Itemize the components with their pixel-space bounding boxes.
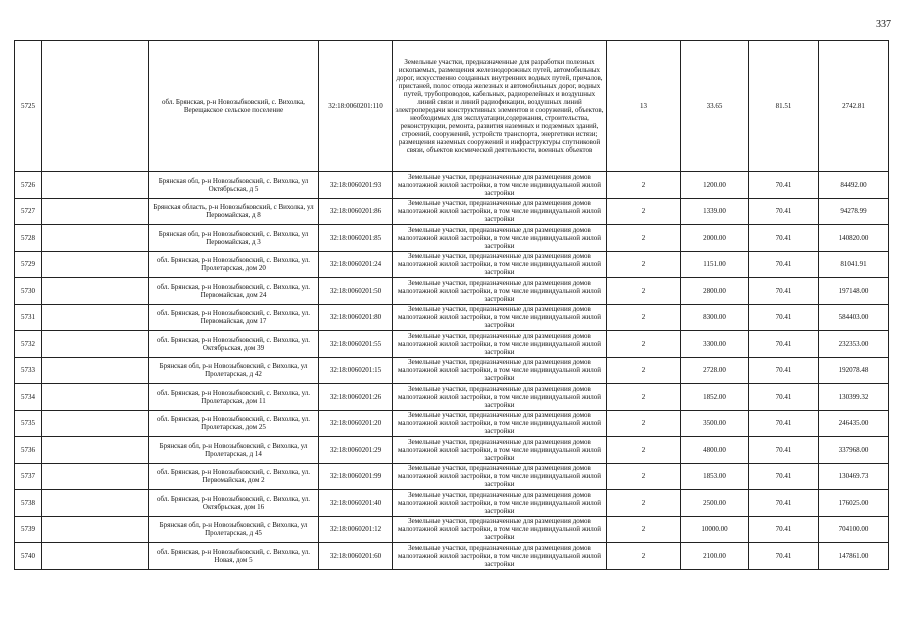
- cadastral-value-cell: 584403.00: [819, 304, 889, 331]
- area-cell: 3300.00: [681, 331, 749, 358]
- land-use-description-cell: Земельные участки, предназначенные для размещения домов малоэтажной жилой застройки, в том числе индивидуальной жилой застройки: [393, 490, 607, 517]
- area-cell: 33.65: [681, 41, 749, 172]
- group-code-cell: 2: [607, 331, 681, 358]
- row-number-cell: 5740: [15, 543, 42, 570]
- table-row: [15, 410, 889, 437]
- cadastral-value-cell: 197148.00: [819, 278, 889, 305]
- table-row: [15, 357, 889, 384]
- row-number-cell: 5732: [15, 331, 42, 358]
- area-cell: 1852.00: [681, 384, 749, 411]
- empty-cell: [42, 357, 149, 384]
- area-cell: 8300.00: [681, 304, 749, 331]
- row-number-cell: 5738: [15, 490, 42, 517]
- land-use-description-cell: Земельные участки, предназначенные для размещения домов малоэтажной жилой застройки, в том числе индивидуальной жилой застройки: [393, 172, 607, 199]
- specific-value-cell: 70.41: [749, 384, 819, 411]
- cadastral-value-cell: 84492.00: [819, 172, 889, 199]
- empty-cell: [42, 410, 149, 437]
- cadastral-value-cell: 130399.32: [819, 384, 889, 411]
- cadastral-value-cell: 81041.91: [819, 251, 889, 278]
- specific-value-cell: 70.41: [749, 516, 819, 543]
- address-cell: обл. Брянская, р-н Новозыбковский, с. Вихолка, ул. Первомайская, дом 24: [149, 278, 319, 305]
- land-use-description-cell: Земельные участки, предназначенные для размещения домов малоэтажной жилой застройки, в том числе индивидуальной жилой застройки: [393, 357, 607, 384]
- row-number-cell: 5728: [15, 225, 42, 252]
- address-cell: Брянская область, р-н Новозыбковский, с Вихолка, ул Первомайская, д 8: [149, 198, 319, 225]
- area-cell: 2000.00: [681, 225, 749, 252]
- land-use-description-cell: Земельные участки, предназначенные для разработки полезных ископаемых, размещения железнодорожных путей, автомобильных дорог, искусственно созданных внутренних водных путей, причалов, пристаней, полос отвода железных и автомобильных дорог, водных путей, трубопроводов, кабельных, радиорелейных и воздушных линий связи и линий радиофикации, воздушных линий электропередачи конструктивных элементов и сооружений, объектов, необходимых для эксплуатации,содержания, строительства, реконструкции, ремонта, развития наземных и подземных зданий, строений, сооружений, устройств транспорта, энергетики истязи; размещения наземных сооружений и инфраструктуры спутниковой связи, объектов космической деятельности, военных объектов: [393, 41, 607, 172]
- empty-cell: [42, 225, 149, 252]
- area-cell: 2100.00: [681, 543, 749, 570]
- group-code-cell: 2: [607, 463, 681, 490]
- row-number-cell: 5739: [15, 516, 42, 543]
- cadastral-value-cell: 232353.00: [819, 331, 889, 358]
- address-cell: Брянская обл, р-н Новозыбковский, с. Вихолка, ул Октябрьская, д 5: [149, 172, 319, 199]
- land-use-description-cell: Земельные участки, предназначенные для размещения домов малоэтажной жилой застройки, в том числе индивидуальной жилой застройки: [393, 278, 607, 305]
- specific-value-cell: 70.41: [749, 437, 819, 464]
- group-code-cell: 2: [607, 278, 681, 305]
- group-code-cell: 2: [607, 437, 681, 464]
- land-use-description-cell: Земельные участки, предназначенные для размещения домов малоэтажной жилой застройки, в том числе индивидуальной жилой застройки: [393, 251, 607, 278]
- land-use-description-cell: Земельные участки, предназначенные для размещения домов малоэтажной жилой застройки, в том числе индивидуальной жилой застройки: [393, 225, 607, 252]
- area-cell: 4800.00: [681, 437, 749, 464]
- table-row: [15, 198, 889, 225]
- row-number-cell: 5726: [15, 172, 42, 199]
- specific-value-cell: 70.41: [749, 172, 819, 199]
- group-code-cell: 2: [607, 198, 681, 225]
- table-row: [15, 463, 889, 490]
- row-number-cell: 5725: [15, 41, 42, 172]
- table-row: [15, 331, 889, 358]
- cadastral-number-cell: 32:18:0060201:110: [319, 41, 393, 172]
- land-use-description-cell: Земельные участки, предназначенные для размещения домов малоэтажной жилой застройки, в том числе индивидуальной жилой застройки: [393, 198, 607, 225]
- cadastral-value-cell: 147861.00: [819, 543, 889, 570]
- area-cell: 2728.00: [681, 357, 749, 384]
- cadastral-number-cell: 32:18:0060201:55: [319, 331, 393, 358]
- group-code-cell: 2: [607, 516, 681, 543]
- land-use-description-cell: Земельные участки, предназначенные для размещения домов малоэтажной жилой застройки, в том числе индивидуальной жилой застройки: [393, 384, 607, 411]
- cadastral-number-cell: 32:18:0060201:15: [319, 357, 393, 384]
- cadastral-number-cell: 32:18:0060201:50: [319, 278, 393, 305]
- cadastral-value-cell: 246435.00: [819, 410, 889, 437]
- empty-cell: [42, 543, 149, 570]
- cadastral-number-cell: 32:18:0060201:24: [319, 251, 393, 278]
- address-cell: Брянская обл, р-н Новозыбковский, с Вихолка, ул Пролетарская, д 14: [149, 437, 319, 464]
- address-cell: обл. Брянская, р-н Новозыбковский, с. Вихолка, Верещакское сельское поселение: [149, 41, 319, 172]
- cadastral-value-cell: 94278.99: [819, 198, 889, 225]
- specific-value-cell: 70.41: [749, 463, 819, 490]
- table-row: [15, 490, 889, 517]
- area-cell: 1339.00: [681, 198, 749, 225]
- specific-value-cell: 70.41: [749, 490, 819, 517]
- specific-value-cell: 70.41: [749, 410, 819, 437]
- area-cell: 2500.00: [681, 490, 749, 517]
- cadastral-value-cell: 337968.00: [819, 437, 889, 464]
- address-cell: обл. Брянская, р-н Новозыбковский, с. Вихолка, ул. Октябрьская, дом 39: [149, 331, 319, 358]
- specific-value-cell: 70.41: [749, 331, 819, 358]
- land-use-description-cell: Земельные участки, предназначенные для размещения домов малоэтажной жилой застройки, в том числе индивидуальной жилой застройки: [393, 543, 607, 570]
- group-code-cell: 2: [607, 172, 681, 199]
- cadastral-number-cell: 32:18:0060201:86: [319, 198, 393, 225]
- row-number-cell: 5736: [15, 437, 42, 464]
- area-cell: 2800.00: [681, 278, 749, 305]
- table-row: [15, 41, 889, 172]
- row-number-cell: 5731: [15, 304, 42, 331]
- cadastral-number-cell: 32:18:0060201:40: [319, 490, 393, 517]
- cadastral-value-cell: 140820.00: [819, 225, 889, 252]
- specific-value-cell: 70.41: [749, 225, 819, 252]
- group-code-cell: 2: [607, 225, 681, 252]
- address-cell: обл. Брянская, р-н Новозыбковский, с. Вихолка, ул. Октябрьская, дом 16: [149, 490, 319, 517]
- cadastral-number-cell: 32:18:0060201:85: [319, 225, 393, 252]
- area-cell: 10000.00: [681, 516, 749, 543]
- cadastral-number-cell: 32:18:0060201:20: [319, 410, 393, 437]
- cadastral-value-cell: 130469.73: [819, 463, 889, 490]
- cadastral-number-cell: 32:18:0060201:26: [319, 384, 393, 411]
- table-row: [15, 384, 889, 411]
- land-use-description-cell: Земельные участки, предназначенные для размещения домов малоэтажной жилой застройки, в том числе индивидуальной жилой застройки: [393, 437, 607, 464]
- table-row: [15, 543, 889, 570]
- address-cell: обл. Брянская, р-н Новозыбковский, с. Вихолка, ул. Первомайская, дом 17: [149, 304, 319, 331]
- empty-cell: [42, 198, 149, 225]
- land-registry-table: [14, 40, 889, 570]
- empty-cell: [42, 278, 149, 305]
- cadastral-number-cell: 32:18:0060201:99: [319, 463, 393, 490]
- empty-cell: [42, 251, 149, 278]
- area-cell: 1151.00: [681, 251, 749, 278]
- table-body: [15, 41, 889, 570]
- table-row: [15, 437, 889, 464]
- cadastral-value-cell: 704100.00: [819, 516, 889, 543]
- group-code-cell: 2: [607, 490, 681, 517]
- group-code-cell: 2: [607, 384, 681, 411]
- address-cell: обл. Брянская, р-н Новозыбковский, с. Вихолка, ул. Пролетарская, дом 25: [149, 410, 319, 437]
- land-use-description-cell: Земельные участки, предназначенные для размещения домов малоэтажной жилой застройки, в том числе индивидуальной жилой застройки: [393, 410, 607, 437]
- empty-cell: [42, 463, 149, 490]
- area-cell: 1200.00: [681, 172, 749, 199]
- empty-cell: [42, 490, 149, 517]
- specific-value-cell: 70.41: [749, 304, 819, 331]
- row-number-cell: 5727: [15, 198, 42, 225]
- land-use-description-cell: Земельные участки, предназначенные для размещения домов малоэтажной жилой застройки, в том числе индивидуальной жилой застройки: [393, 304, 607, 331]
- empty-cell: [42, 437, 149, 464]
- row-number-cell: 5735: [15, 410, 42, 437]
- row-number-cell: 5729: [15, 251, 42, 278]
- table-row: [15, 304, 889, 331]
- empty-cell: [42, 516, 149, 543]
- empty-cell: [42, 331, 149, 358]
- area-cell: 3500.00: [681, 410, 749, 437]
- cadastral-number-cell: 32:18:0060201:80: [319, 304, 393, 331]
- specific-value-cell: 81.51: [749, 41, 819, 172]
- address-cell: Брянская обл, р-н Новозыбковский, с. Вихолка, ул Первомайская, д 3: [149, 225, 319, 252]
- group-code-cell: 2: [607, 304, 681, 331]
- page-number: 337: [876, 19, 891, 30]
- row-number-cell: 5730: [15, 278, 42, 305]
- row-number-cell: 5733: [15, 357, 42, 384]
- group-code-cell: 13: [607, 41, 681, 172]
- cadastral-value-cell: 192078.48: [819, 357, 889, 384]
- specific-value-cell: 70.41: [749, 543, 819, 570]
- group-code-cell: 2: [607, 251, 681, 278]
- cadastral-value-cell: 2742.81: [819, 41, 889, 172]
- table-row: [15, 278, 889, 305]
- table-row: [15, 516, 889, 543]
- address-cell: обл. Брянская, р-н Новозыбковский, с. Вихолка, ул. Новая, дом 5: [149, 543, 319, 570]
- land-use-description-cell: Земельные участки, предназначенные для размещения домов малоэтажной жилой застройки, в том числе индивидуальной жилой застройки: [393, 516, 607, 543]
- area-cell: 1853.00: [681, 463, 749, 490]
- group-code-cell: 2: [607, 410, 681, 437]
- land-use-description-cell: Земельные участки, предназначенные для размещения домов малоэтажной жилой застройки, в том числе индивидуальной жилой застройки: [393, 463, 607, 490]
- table-row: [15, 172, 889, 199]
- specific-value-cell: 70.41: [749, 251, 819, 278]
- cadastral-value-cell: 176025.00: [819, 490, 889, 517]
- row-number-cell: 5737: [15, 463, 42, 490]
- empty-cell: [42, 384, 149, 411]
- specific-value-cell: 70.41: [749, 357, 819, 384]
- address-cell: обл. Брянская, р-н Новозыбковский, с. Вихолка, ул. Первомайская, дом 2: [149, 463, 319, 490]
- cadastral-number-cell: 32:18:0060201:60: [319, 543, 393, 570]
- specific-value-cell: 70.41: [749, 198, 819, 225]
- table-row: [15, 251, 889, 278]
- group-code-cell: 2: [607, 357, 681, 384]
- empty-cell: [42, 172, 149, 199]
- address-cell: обл. Брянская, р-н Новозыбковский, с. Вихолка, ул. Пролетарская, дом 20: [149, 251, 319, 278]
- address-cell: Брянская обл, р-н Новозыбковский, с Вихолка, ул Пролетарская, д 42: [149, 357, 319, 384]
- empty-cell: [42, 304, 149, 331]
- address-cell: обл. Брянская, р-н Новозыбковский, с. Вихолка, ул. Пролетарская, дом 11: [149, 384, 319, 411]
- land-use-description-cell: Земельные участки, предназначенные для размещения домов малоэтажной жилой застройки, в том числе индивидуальной жилой застройки: [393, 331, 607, 358]
- table-row: [15, 225, 889, 252]
- group-code-cell: 2: [607, 543, 681, 570]
- address-cell: Брянская обл, р-н Новозыбковский, с Вихолка, ул Пролетарская, д 45: [149, 516, 319, 543]
- cadastral-number-cell: 32:18:0060201:93: [319, 172, 393, 199]
- cadastral-number-cell: 32:18:0060201:12: [319, 516, 393, 543]
- specific-value-cell: 70.41: [749, 278, 819, 305]
- row-number-cell: 5734: [15, 384, 42, 411]
- cadastral-number-cell: 32:18:0060201:29: [319, 437, 393, 464]
- empty-cell: [42, 41, 149, 172]
